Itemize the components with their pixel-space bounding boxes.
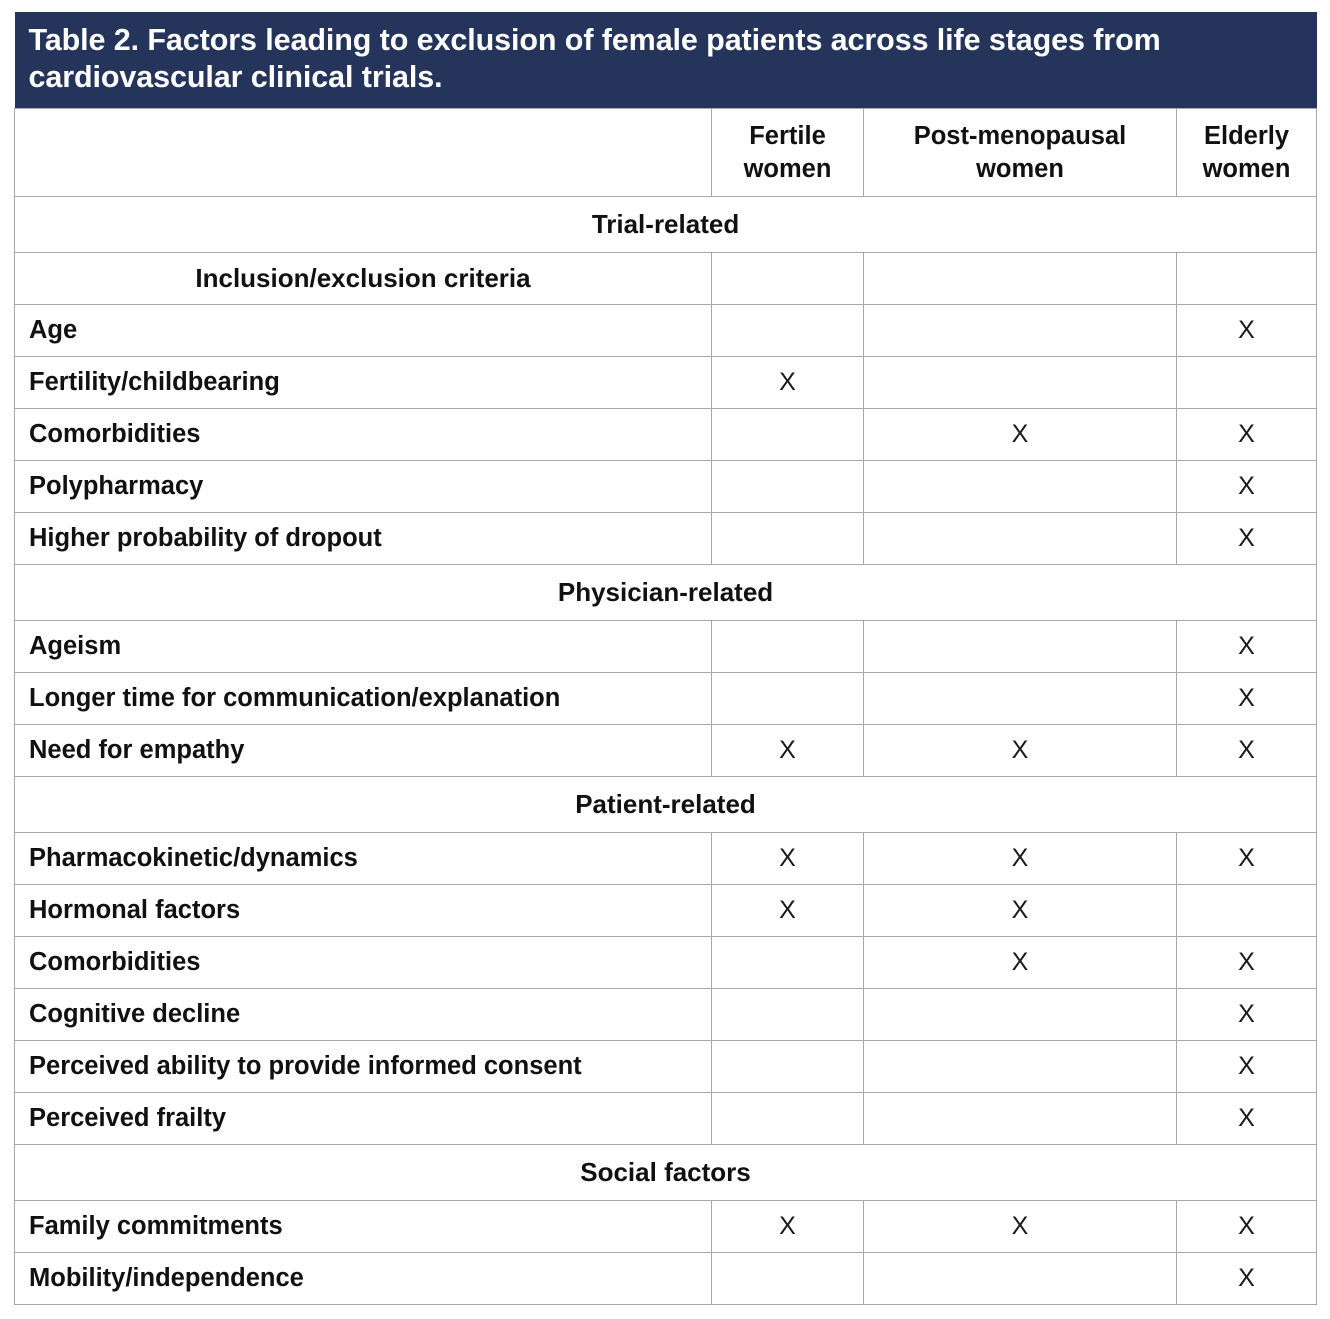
row-label-fertility-childbearing: Fertility/childbearing <box>15 357 712 409</box>
table-row <box>15 621 1317 673</box>
row-label-hormonal-factors: Hormonal factors <box>15 885 712 937</box>
row-label-higher-probability-of-dropout: Higher probability of dropout <box>15 513 712 565</box>
section-title-trial-related: Trial-related <box>15 197 1317 253</box>
mark-cell-elderly <box>1177 357 1317 409</box>
mark-cell-post: X <box>864 885 1177 937</box>
section-title-patient-related: Patient-related <box>15 777 1317 833</box>
row-label-perceived-frailty: Perceived frailty <box>15 1093 712 1145</box>
mark-cell-elderly: X <box>1177 621 1317 673</box>
mark-cell-post: X <box>864 833 1177 885</box>
mark-cell-post <box>864 1041 1177 1093</box>
table-row <box>15 673 1317 725</box>
section-header-row <box>15 1145 1317 1201</box>
mark-cell-elderly: X <box>1177 513 1317 565</box>
row-label-pharmacokinetic-dynamics: Pharmacokinetic/dynamics <box>15 833 712 885</box>
table-body <box>15 197 1317 1305</box>
subsection-row <box>15 253 1317 305</box>
mark-cell-fertile <box>712 621 864 673</box>
column-header-elderly-women: Elderly women <box>1177 109 1317 197</box>
mark-cell-post <box>864 1253 1177 1305</box>
table-row <box>15 461 1317 513</box>
table-row <box>15 885 1317 937</box>
mark-cell-fertile <box>712 937 864 989</box>
mark-cell-elderly: X <box>1177 725 1317 777</box>
mark-cell-elderly: X <box>1177 1201 1317 1253</box>
section-header-row <box>15 565 1317 621</box>
section-header-row <box>15 777 1317 833</box>
row-label-need-for-empathy: Need for empathy <box>15 725 712 777</box>
mark-cell-post <box>864 305 1177 357</box>
mark-cell-elderly: X <box>1177 989 1317 1041</box>
mark-cell-fertile <box>712 673 864 725</box>
table-row <box>15 1041 1317 1093</box>
mark-cell-fertile <box>712 989 864 1041</box>
table-title: Table 2. Factors leading to exclusion of female patients across life stages from cardiovascular clinical trials. <box>15 12 1317 109</box>
mark-cell-elderly <box>1177 885 1317 937</box>
table-row <box>15 357 1317 409</box>
mark-cell-fertile: X <box>712 1201 864 1253</box>
mark-cell-post: X <box>864 937 1177 989</box>
row-label-mobility-independence: Mobility/independence <box>15 1253 712 1305</box>
mark-cell-elderly: X <box>1177 1253 1317 1305</box>
section-header-row <box>15 197 1317 253</box>
mark-cell-fertile: X <box>712 357 864 409</box>
mark-cell-post <box>864 621 1177 673</box>
table-row <box>15 1093 1317 1145</box>
mark-cell-fertile: X <box>712 833 864 885</box>
mark-cell-fertile <box>712 1253 864 1305</box>
mark-cell-elderly: X <box>1177 461 1317 513</box>
mark-cell-elderly: X <box>1177 1093 1317 1145</box>
table-row <box>15 513 1317 565</box>
section-title-physician-related: Physician-related <box>15 565 1317 621</box>
mark-cell-fertile <box>712 1093 864 1145</box>
table-row <box>15 937 1317 989</box>
mark-cell-fertile <box>712 253 864 305</box>
table-row <box>15 409 1317 461</box>
table-title-row <box>15 12 1317 109</box>
mark-cell-fertile: X <box>712 885 864 937</box>
mark-cell-fertile <box>712 461 864 513</box>
table-row <box>15 1201 1317 1253</box>
row-label-comorbidities: Comorbidities <box>15 937 712 989</box>
mark-cell-post: X <box>864 1201 1177 1253</box>
table-row <box>15 305 1317 357</box>
column-header-blank <box>15 109 712 197</box>
mark-cell-elderly: X <box>1177 305 1317 357</box>
column-header-post-menopausal-women: Post-menopausal women <box>864 109 1177 197</box>
mark-cell-post <box>864 357 1177 409</box>
mark-cell-post <box>864 673 1177 725</box>
row-label-comorbidities: Comorbidities <box>15 409 712 461</box>
mark-cell-post: X <box>864 409 1177 461</box>
section-title-social-factors: Social factors <box>15 1145 1317 1201</box>
mark-cell-post <box>864 461 1177 513</box>
mark-cell-elderly: X <box>1177 409 1317 461</box>
table-row <box>15 989 1317 1041</box>
table-head <box>15 12 1317 197</box>
column-header-row <box>15 109 1317 197</box>
factors-exclusion-table <box>14 12 1317 1305</box>
mark-cell-post <box>864 513 1177 565</box>
row-label-age: Age <box>15 305 712 357</box>
row-label-longer-time-for-communication-explanation: Longer time for communication/explanation <box>15 673 712 725</box>
mark-cell-fertile <box>712 409 864 461</box>
mark-cell-fertile <box>712 1041 864 1093</box>
mark-cell-post <box>864 989 1177 1041</box>
mark-cell-post <box>864 1093 1177 1145</box>
row-label-polypharmacy: Polypharmacy <box>15 461 712 513</box>
mark-cell-fertile <box>712 305 864 357</box>
subsection-title-inclusion-exclusion-criteria: Inclusion/exclusion criteria <box>15 253 712 305</box>
table-row <box>15 1253 1317 1305</box>
mark-cell-fertile <box>712 513 864 565</box>
mark-cell-fertile: X <box>712 725 864 777</box>
table-row <box>15 725 1317 777</box>
table-row <box>15 833 1317 885</box>
row-label-ageism: Ageism <box>15 621 712 673</box>
mark-cell-elderly: X <box>1177 673 1317 725</box>
mark-cell-post: X <box>864 725 1177 777</box>
mark-cell-post <box>864 253 1177 305</box>
mark-cell-elderly: X <box>1177 1041 1317 1093</box>
row-label-perceived-ability-to-provide-informed-consent: Perceived ability to provide informed consent <box>15 1041 712 1093</box>
mark-cell-elderly: X <box>1177 833 1317 885</box>
row-label-family-commitments: Family commitments <box>15 1201 712 1253</box>
mark-cell-elderly <box>1177 253 1317 305</box>
mark-cell-elderly: X <box>1177 937 1317 989</box>
row-label-cognitive-decline: Cognitive decline <box>15 989 712 1041</box>
column-header-fertile-women: Fertile women <box>712 109 864 197</box>
